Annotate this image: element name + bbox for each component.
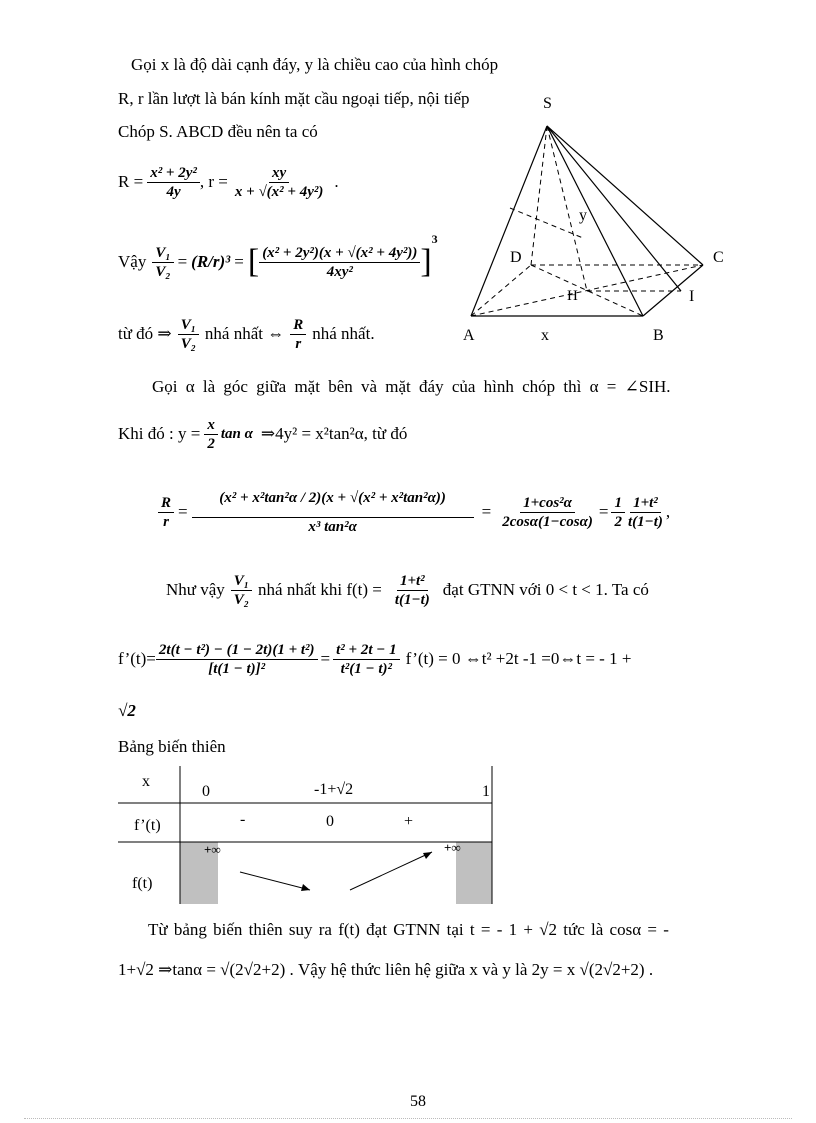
cube-exponent: 3 <box>431 232 438 246</box>
fprime-label: f’(t)= <box>118 649 156 668</box>
volume-ratio-formula <box>118 232 438 292</box>
variation-table <box>118 766 498 906</box>
nhu-vay-end: đạt GTNN với 0 < t < 1. Ta có <box>442 580 649 599</box>
r: r <box>295 335 302 352</box>
R-over-r-formula <box>158 476 670 548</box>
label-C: C <box>713 249 724 266</box>
label-B: B <box>653 327 664 344</box>
cos-denominator: 2cosα(1−cosα) <box>502 513 593 530</box>
khi-do-rest: ⇒4y² = x²tan²α, từ đó <box>260 424 408 443</box>
label-H: H <box>567 288 578 304</box>
label-x: x <box>541 327 549 344</box>
row-f-label: f(t) <box>132 875 153 892</box>
table-title: Bảng biến thiên <box>118 737 226 756</box>
khi-do-label: Khi đó : y = <box>118 424 201 443</box>
label-y: y <box>579 207 587 224</box>
V1: V₁ <box>152 244 173 263</box>
edge-SC <box>547 126 703 265</box>
t-denominator: t(1−t) <box>627 513 663 530</box>
V2: V₂ <box>155 263 171 280</box>
x-value-critical: -1+√2 <box>314 781 354 798</box>
fp2-numerator: t² + 2t − 1 <box>333 641 399 660</box>
equals: = <box>178 502 188 521</box>
fp-denominator: [t(1 − t)]² <box>208 660 266 677</box>
radius-formulas <box>118 160 339 204</box>
equals: = <box>320 649 331 668</box>
R: R <box>290 316 306 335</box>
text-line: 1+√2 ⇒tanα = √(2√2+2) . Vậy hệ thức liên hệ giữa x và y là 2y = x √(2√2+2) . <box>118 960 654 979</box>
down-arrow <box>301 884 310 891</box>
x-value-0: 0 <box>202 783 210 800</box>
edge-SA <box>471 126 547 316</box>
equals: = <box>234 252 244 271</box>
inner-line <box>510 208 583 238</box>
R-denominator: 4y <box>166 183 181 200</box>
text-line: Gọi α là góc giữa mặt bên và mặt đáy của hình chóp thì α = ∠SIH. <box>152 377 671 396</box>
edge-SB <box>547 126 643 316</box>
height-formula <box>118 412 407 456</box>
big-numerator: (x² + 2y²)(x + √(x² + 4y²)) <box>259 244 420 263</box>
text-line: Gọi x là độ dài cạnh đáy, y là chiều cao của hình chóp <box>131 55 499 74</box>
row-fprime-label: f’(t) <box>134 817 161 834</box>
vay-label: Vậy <box>118 252 147 271</box>
R-over-r-cubed: (R/r)³ <box>191 252 231 271</box>
value-inf-left: +∞ <box>204 842 221 857</box>
t-numerator: 1+t² <box>397 572 428 591</box>
sign-negative: - <box>240 811 246 828</box>
fp-numerator: 2t(t − t²) − (1 − 2t)(1 + t²) <box>156 641 318 660</box>
undefined-region-right <box>456 842 492 904</box>
dot: . <box>334 172 339 191</box>
comma: , <box>665 502 671 521</box>
footer-divider <box>24 1118 792 1119</box>
sign-positive: + <box>404 813 414 830</box>
nho-nhat-text: nhá nhất ⇔ <box>204 324 285 343</box>
label-D: D <box>510 249 522 266</box>
r-denominator: x + √(x² + 4y²) <box>234 183 324 200</box>
label-A: A <box>463 327 475 344</box>
derivative-formula <box>118 636 631 682</box>
value-inf-right: +∞ <box>444 840 461 855</box>
fprime-equation: f’(t) = 0 ⇔t² +2t -1 =0⇔t = - 1 + <box>405 649 632 668</box>
big-denominator: 4xy² <box>326 263 353 280</box>
page-number: 58 <box>410 1093 426 1110</box>
text-line: Chóp S. ABCD đều nên ta có <box>118 122 318 141</box>
half-denominator: 2 <box>614 513 622 530</box>
R: R <box>158 494 174 513</box>
sqrt2-continuation: √2 <box>118 701 136 720</box>
x: x <box>204 416 218 435</box>
pyramid-figure <box>455 88 745 348</box>
main-denominator: x³ tan²α <box>308 518 357 535</box>
cos-numerator: 1+cos²α <box>520 494 575 513</box>
text-line: R, r lần lượt là bán kính mặt cầu ngoại tiếp, nội tiếp <box>118 89 470 108</box>
tu-do-label: từ đó ⇒ <box>118 324 172 343</box>
t-denominator: t(1−t) <box>394 591 430 608</box>
nho-nhat-text: nhá nhất. <box>312 324 375 343</box>
x-value-1: 1 <box>482 783 490 800</box>
equals: = <box>177 252 188 271</box>
nhu-vay-label: Như vậy <box>166 580 225 599</box>
r: r <box>163 513 169 530</box>
fp2-denominator: t²(1 − t)² <box>340 660 393 677</box>
minimize-f-statement <box>166 568 649 612</box>
label-I: I <box>689 288 695 305</box>
up-arrow <box>423 852 432 859</box>
R-label: R = <box>118 172 144 191</box>
sign-zero: 0 <box>326 813 334 830</box>
left-bracket: [ <box>247 243 260 280</box>
V1: V₁ <box>178 316 199 335</box>
row-x-label: x <box>142 773 150 790</box>
r-numerator: xy <box>269 164 289 183</box>
right-bracket: ] <box>420 243 432 280</box>
text-line: Từ bảng biến thiên suy ra f(t) đạt GTNN tại t = - 1 + √2 tức là cosα = - <box>148 920 669 939</box>
R-numerator: x² + 2y² <box>147 164 200 183</box>
equals: = <box>598 502 609 521</box>
V2: V₂ <box>233 591 250 608</box>
t-numerator: 1+t² <box>630 494 661 513</box>
r-label: , r = <box>199 172 228 191</box>
nhu-vay-mid: nhá nhất khi f(t) = <box>258 580 382 599</box>
minimize-statement <box>118 312 375 356</box>
V1: V₁ <box>231 572 252 591</box>
tan-alpha: tan α <box>220 425 253 442</box>
main-numerator: (x² + x²tan²α / 2)(x + √(x² + x²tan²α)) <box>192 489 474 518</box>
V2: V₂ <box>180 335 196 352</box>
half-numerator: 1 <box>611 494 625 513</box>
equals: = <box>481 502 492 521</box>
two: 2 <box>207 435 215 452</box>
edge-AD <box>471 265 531 316</box>
label-S: S <box>543 95 552 112</box>
